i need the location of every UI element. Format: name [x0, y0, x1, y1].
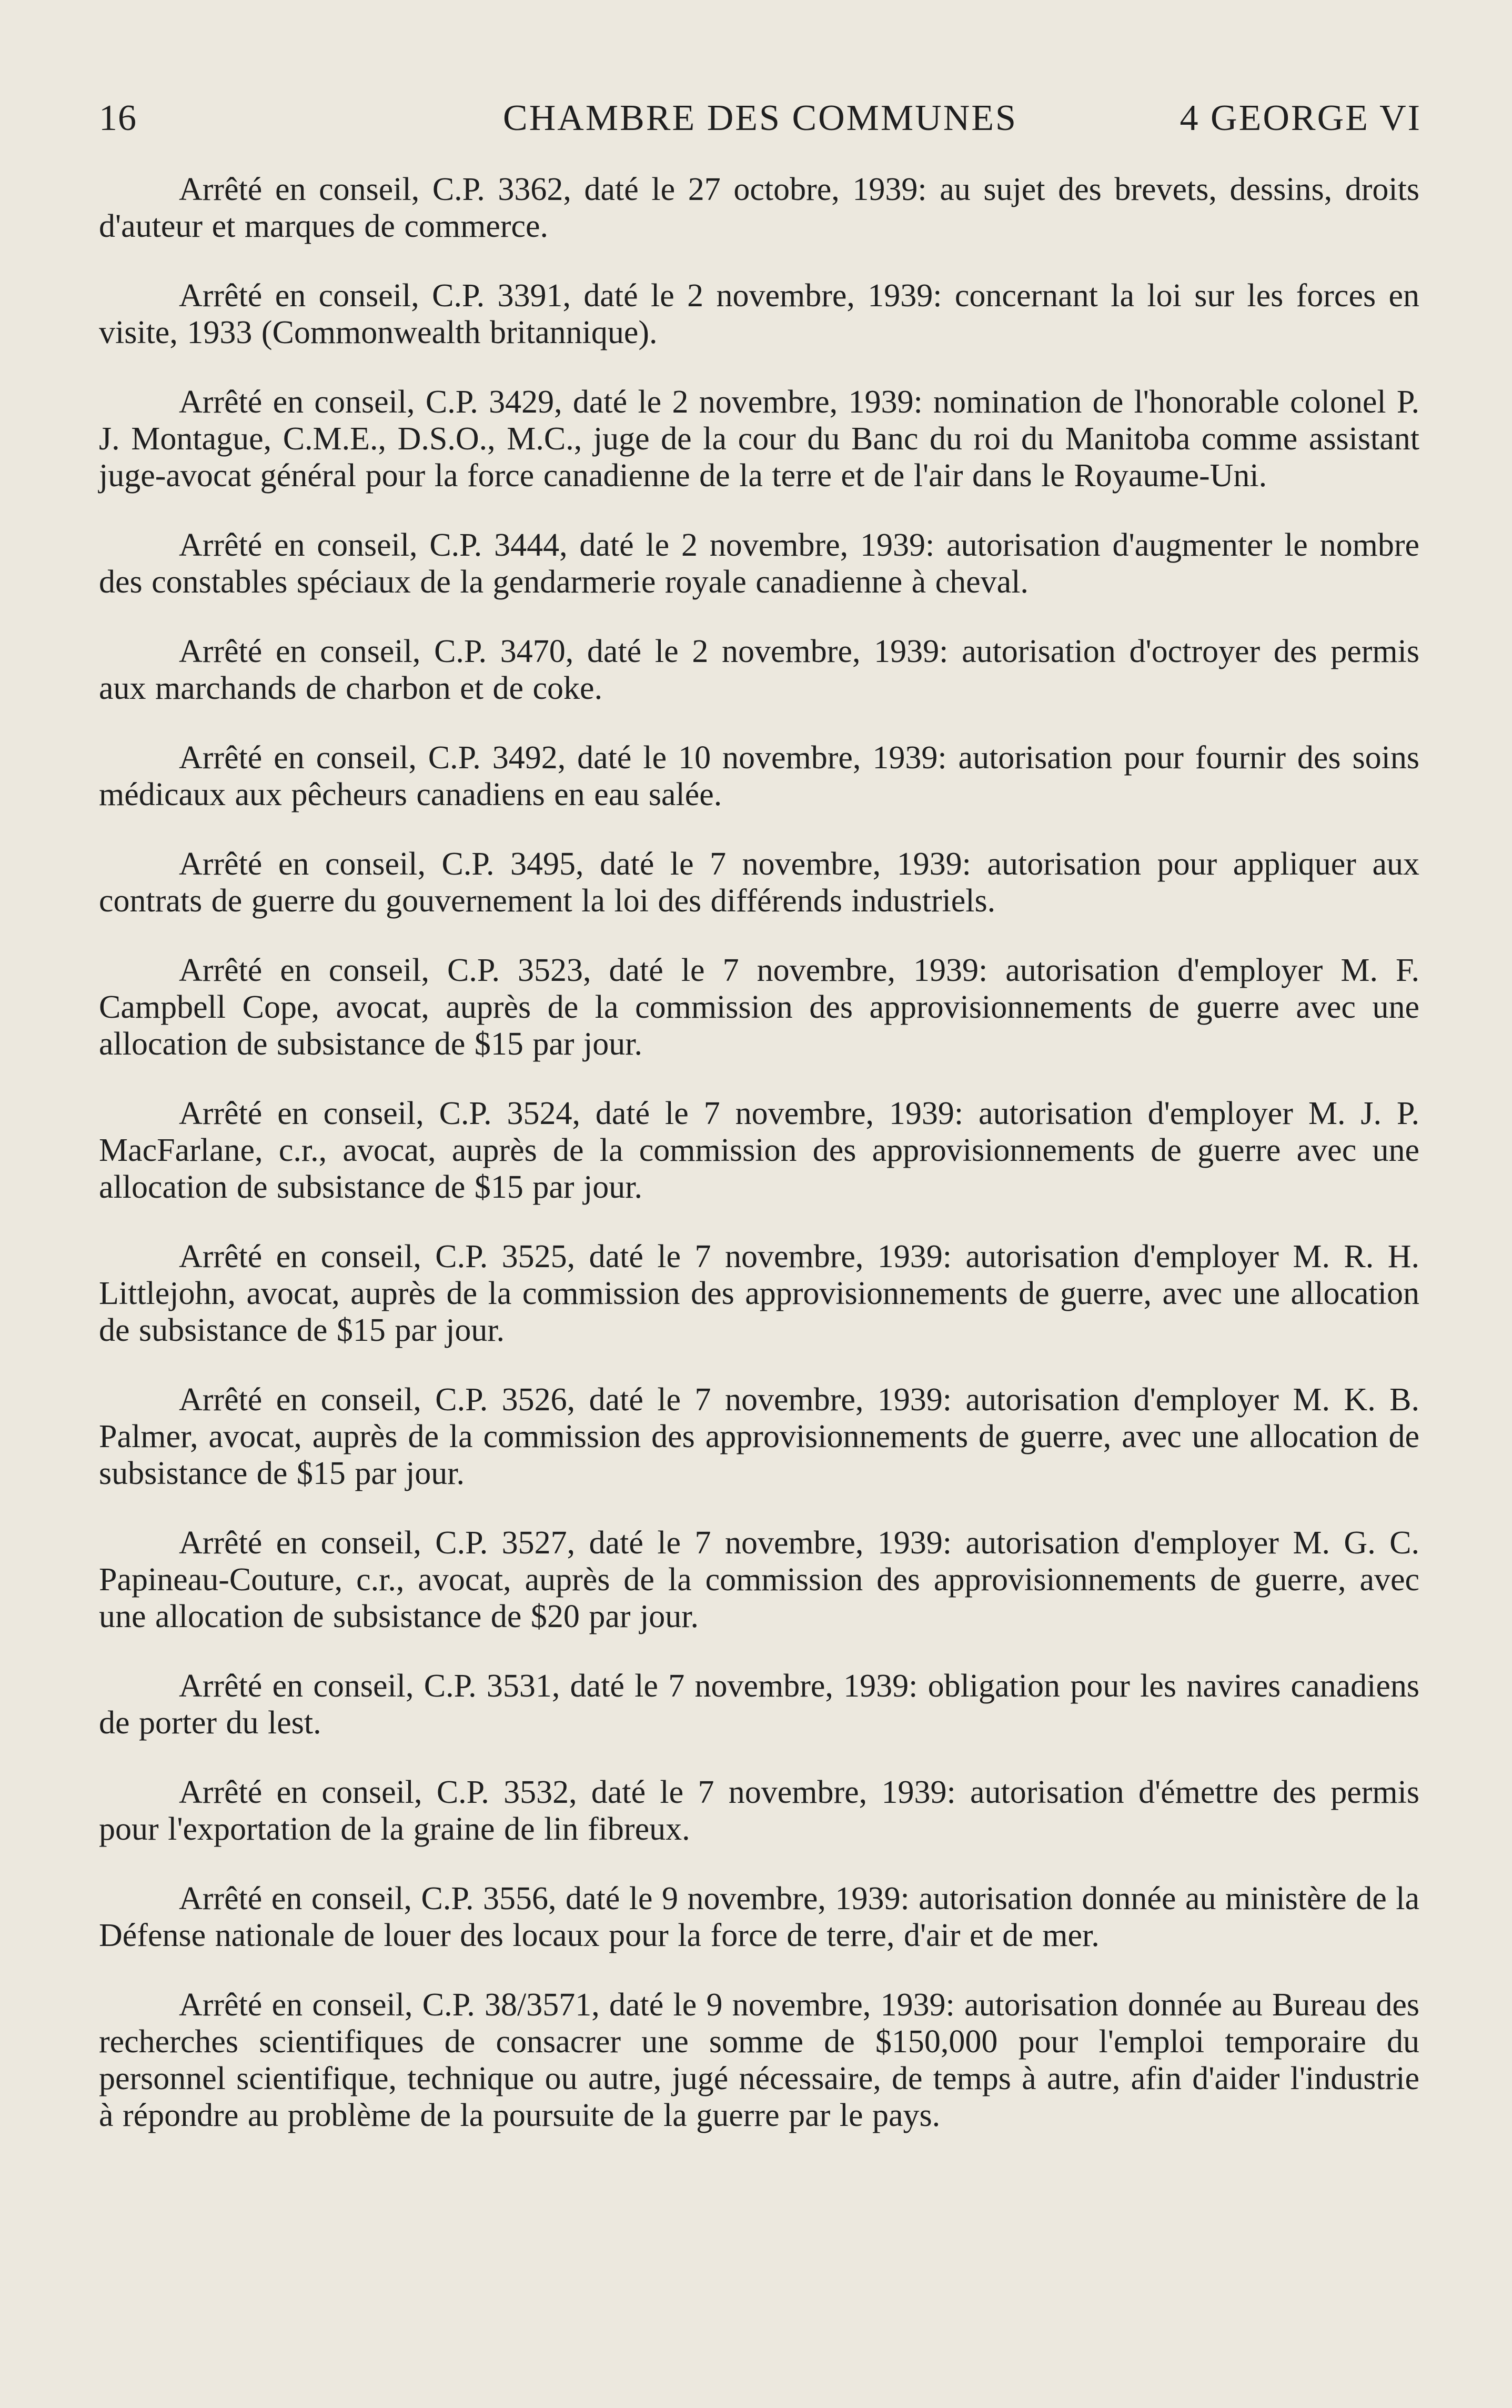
- order-in-council-entry: Arrêté en conseil, C.P. 3495, daté le 7 novembre, 1939: autorisation pour appliquer aux contrats de guerre du gouvernement la loi des différends industriels.: [99, 846, 1419, 919]
- order-in-council-entry: Arrêté en conseil, C.P. 3524, daté le 7 novembre, 1939: autorisation d'employer M. J. P. MacFarlane, c.r., avocat, auprès de la commission des approvisionnements de guerre avec une allocation de subsistance de $15 par jour.: [99, 1096, 1419, 1205]
- order-in-council-entry: Arrêté en conseil, C.P. 3525, daté le 7 novembre, 1939: autorisation d'employer M. R. H. Littlejohn, avocat, auprès de la commission des approvisionnements de guerre, avec une allocation de subsistance de $15 par jour.: [99, 1239, 1419, 1348]
- running-title: CHAMBRE DES COMMUNES: [503, 98, 1017, 138]
- order-in-council-entry: Arrêté en conseil, C.P. 3531, daté le 7 novembre, 1939: obligation pour les navires canadiens de porter du lest.: [99, 1668, 1419, 1741]
- order-in-council-entry: Arrêté en conseil, C.P. 3492, daté le 10 novembre, 1939: autorisation pour fournir des soins médicaux aux pêcheurs canadiens en eau salée.: [99, 740, 1419, 812]
- page-number: 16: [99, 98, 137, 138]
- order-in-council-entry: Arrêté en conseil, C.P. 3526, daté le 7 novembre, 1939: autorisation d'employer M. K. B. Palmer, avocat, auprès de la commission des approvisionnements de guerre, avec une allocation de subsistance de $15 par jour.: [99, 1382, 1419, 1491]
- order-in-council-entry: Arrêté en conseil, C.P. 3556, daté le 9 novembre, 1939: autorisation donnée au ministère de la Défense nationale de louer des locaux pour la force de terre, d'air et de mer.: [99, 1881, 1419, 1953]
- order-in-council-entry: Arrêté en conseil, C.P. 38/3571, daté le 9 novembre, 1939: autorisation donnée au Bureau des recherches scientifiques de consacrer une somme de $150,000 pour l'emploi temporaire du personnel scientifique, technique ou autre, jugé nécessaire, de temps à autre, afin d'aider l'industrie à répondre au problème de la poursuite de la guerre par le pays.: [99, 1987, 1419, 2133]
- order-in-council-entry: Arrêté en conseil, C.P. 3470, daté le 2 novembre, 1939: autorisation d'octroyer des permis aux marchands de charbon et de coke.: [99, 634, 1419, 706]
- order-in-council-entry: Arrêté en conseil, C.P. 3523, daté le 7 novembre, 1939: autorisation d'employer M. F. Campbell Cope, avocat, auprès de la commission des approvisionnements de guerre avec une allocation de subsistance de $15 par jour.: [99, 952, 1419, 1062]
- document-body: [99, 171, 1419, 2166]
- order-in-council-entry: Arrêté en conseil, C.P. 3532, daté le 7 novembre, 1939: autorisation d'émettre des permis pour l'exportation de la graine de lin fibreux.: [99, 1774, 1419, 1847]
- reign-label: 4 GEORGE VI: [1180, 98, 1422, 138]
- order-in-council-entry: Arrêté en conseil, C.P. 3527, daté le 7 novembre, 1939: autorisation d'employer M. G. C. Papineau-Couture, c.r., avocat, auprès de la commission des approvisionnements de guerre, avec une allocation de subsistance de $20 par jour.: [99, 1525, 1419, 1634]
- order-in-council-entry: Arrêté en conseil, C.P. 3429, daté le 2 novembre, 1939: nomination de l'honorable colonel P. J. Montague, C.M.E., D.S.O., M.C., juge de la cour du Banc du roi du Manitoba comme assistant juge-avocat général pour la force canadienne de la terre et de l'air dans le Royaume-Uni.: [99, 384, 1419, 494]
- order-in-council-entry: Arrêté en conseil, C.P. 3444, daté le 2 novembre, 1939: autorisation d'augmenter le nombre des constables spéciaux de la gendarmerie royale canadienne à cheval.: [99, 527, 1419, 600]
- page-header: [99, 95, 1422, 142]
- order-in-council-entry: Arrêté en conseil, C.P. 3391, daté le 2 novembre, 1939: concernant la loi sur les forces en visite, 1933 (Commonwealth britannique).: [99, 278, 1419, 350]
- order-in-council-entry: Arrêté en conseil, C.P. 3362, daté le 27 octobre, 1939: au sujet des brevets, dessins, droits d'auteur et marques de commerce.: [99, 172, 1419, 244]
